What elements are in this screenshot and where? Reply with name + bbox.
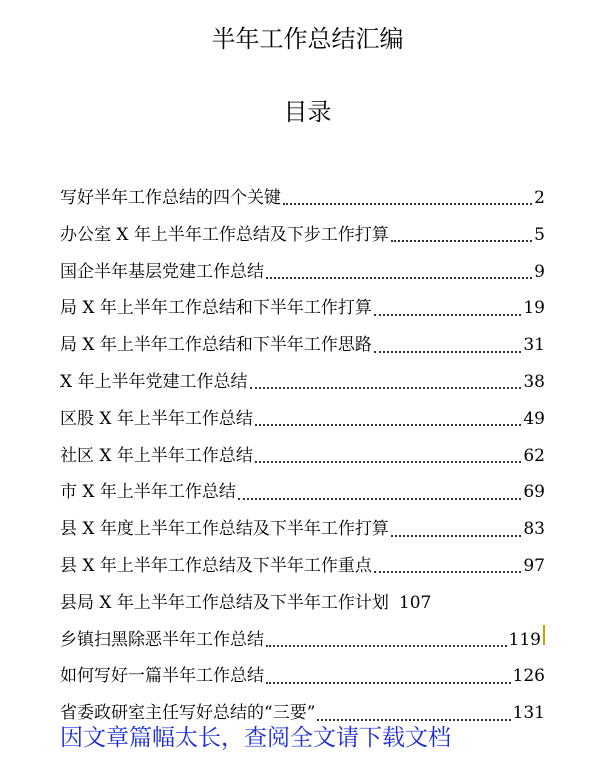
toc-entry[interactable] [60, 401, 545, 438]
download-notice: 因文章篇幅太长，查阅全文请下载文档 [60, 725, 451, 751]
toc-entry-title: 局 X 年上半年工作总结和下半年工作思路 [60, 335, 372, 356]
toc-entry-page: 131 [512, 703, 545, 724]
toc-entry-page: 119 [508, 629, 541, 650]
toc-entry-page: 49 [523, 408, 545, 429]
toc-entry-page: 69 [523, 482, 545, 503]
toc-entry-page: 38 [523, 371, 545, 392]
toc-entry[interactable] [60, 290, 545, 327]
toc-entry[interactable] [60, 474, 545, 511]
toc-entry-page: 97 [523, 555, 545, 576]
toc-entry[interactable] [60, 438, 545, 475]
toc-entry-title: 市 X 年上半年工作总结 [60, 482, 236, 503]
dot-leader [238, 498, 521, 500]
toc-entry-title: 局 X 年上半年工作总结和下半年工作打算 [60, 298, 372, 319]
table-of-contents [60, 180, 545, 732]
dot-leader [266, 645, 507, 647]
toc-entry-page: 19 [523, 298, 545, 319]
toc-entry-title: 如何写好一篇半年工作总结 [60, 666, 264, 687]
toc-heading: 目录 [283, 98, 332, 126]
toc-entry-title: 县 X 年上半年工作总结及下半年工作重点 [60, 555, 372, 576]
dot-leader [391, 240, 532, 242]
toc-entry-title: 写好半年工作总结的四个关键 [60, 188, 281, 208]
toc-entry-title: 国企半年基层党建工作总结 [60, 261, 264, 282]
document-title: 半年工作总结汇编 [211, 25, 404, 53]
toc-entry-page: 126 [512, 666, 545, 687]
dot-leader [391, 535, 521, 537]
dot-leader [250, 387, 522, 389]
dot-leader [266, 277, 532, 279]
toc-entry-page: 2 [534, 188, 545, 208]
toc-entry[interactable] [60, 180, 545, 217]
toc-entry[interactable] [60, 548, 545, 585]
toc-entry[interactable] [60, 217, 545, 254]
toc-entry-title: 省委政研室主任写好总结的“三要” [60, 703, 316, 724]
toc-entry-title: 办公室 X 年上半年工作总结及下步工作打算 [60, 224, 389, 245]
toc-entry[interactable] [60, 658, 545, 695]
toc-entry-title: 区股 X 年上半年工作总结 [60, 408, 253, 429]
toc-entry-title: 县 X 年度上半年工作总结及下半年工作打算 [60, 519, 389, 540]
toc-entry-page: 5 [534, 224, 545, 245]
toc-entry-title: X 年上半年党建工作总结 [60, 371, 248, 392]
toc-entry-page: 9 [534, 261, 545, 282]
dot-leader [266, 682, 511, 684]
dot-leader [374, 314, 521, 316]
toc-entry-page: 107 [398, 592, 432, 613]
toc-entry-page: 62 [523, 445, 545, 466]
toc-entry[interactable] [60, 364, 545, 401]
toc-entry[interactable] [60, 511, 545, 548]
dot-leader [374, 351, 521, 353]
toc-entry-page: 83 [523, 519, 545, 540]
toc-entry[interactable] [60, 327, 545, 364]
toc-entry-title: 县局 X 年上半年工作总结及下半年工作计划 [60, 592, 389, 613]
text-cursor-icon [543, 625, 545, 645]
toc-entry-title: 社区 X 年上半年工作总结 [60, 445, 253, 466]
dot-leader [255, 461, 521, 463]
toc-entry[interactable] [60, 585, 545, 622]
toc-entry[interactable] [60, 254, 545, 291]
dot-leader [255, 424, 521, 426]
toc-entry-page: 31 [523, 335, 545, 356]
dot-leader [283, 203, 532, 205]
toc-entry-title: 乡镇扫黑除恶半年工作总结 [60, 629, 264, 650]
dot-leader [374, 571, 521, 573]
toc-entry[interactable] [60, 622, 545, 659]
dot-leader [317, 719, 510, 721]
